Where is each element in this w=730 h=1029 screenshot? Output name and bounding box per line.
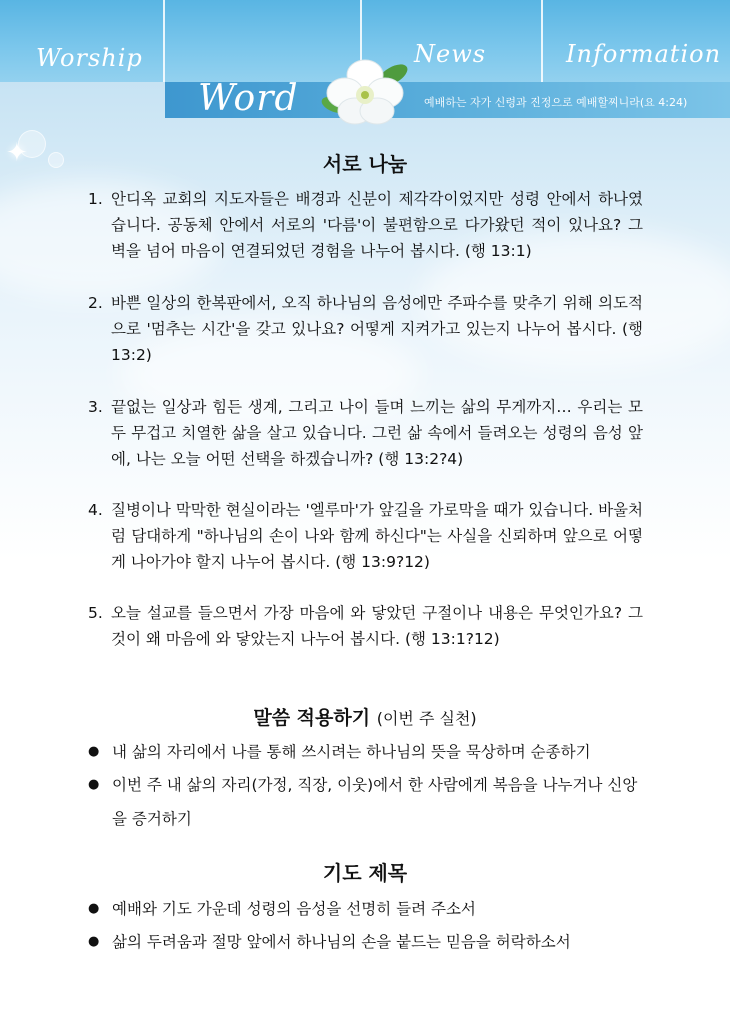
- prayer-item-1: [88, 892, 648, 926]
- sharing-question-5: [88, 600, 643, 652]
- sparkle-icon: ✦: [6, 138, 28, 168]
- sharing-question-2: [88, 290, 643, 368]
- sharing-question-3: [88, 394, 643, 472]
- header-verse: 예배하는 자가 신령과 진정으로 예배할찌니라(요 4:24): [424, 96, 688, 109]
- nav-worship[interactable]: Worship: [36, 44, 143, 72]
- prayer-title: 기도 제목: [322, 861, 408, 885]
- question-number: 4.: [88, 501, 103, 519]
- application-title-text: 말씀 적용하기: [253, 707, 371, 729]
- question-text: 안디옥 교회의 지도자들은 배경과 신분이 제각각이었지만 성령 안에서 하나였습니다. 공동체 안에서 서로의 '다름'이 불편함으로 다가왔던 적이 있나요? 그 벽을 넘어 마음이 연결되었던 경험을 나누어 봅시다. (행 13:1): [111, 190, 643, 260]
- question-text: 오늘 설교를 들으면서 가장 마음에 와 닿았던 구절이나 내용은 무엇인가요? 그것이 왜 마음에 와 닿았는지 나누어 봅시다. (행 13:1?12): [111, 604, 643, 648]
- application-item-1: [88, 735, 648, 769]
- application-subtitle: (이번 주 실천): [376, 709, 477, 728]
- question-text: 질병이나 막막한 현실이라는 '엘루마'가 앞길을 가로막을 때가 있습니다. 바울처럼 담대하게 "하나님의 손이 나와 함께 하신다"는 사실을 신뢰하며 앞으로 어떻게 나아가야 할지 나누어 봅시다. (행 13:9?12): [111, 501, 644, 571]
- bullet-icon: ●: [88, 934, 100, 949]
- sharing-question-4: [88, 497, 643, 575]
- application-item-2: [88, 768, 648, 836]
- nav-word[interactable]: Word: [198, 78, 299, 119]
- question-text: 바쁜 일상의 한복판에서, 오직 하나님의 음성에만 주파수를 맞추기 위해 의도적으로 '멈추는 시간'을 갖고 있나요? 어떻게 지켜가고 있는지 나누어 봅시다. (행 13:2): [111, 294, 643, 364]
- nav-information[interactable]: Information: [566, 40, 722, 68]
- application-title: [0, 703, 730, 730]
- bullet-text: 예배와 기도 가운데 성령의 음성을 선명히 들려 주소서: [112, 900, 476, 918]
- question-text: 끝없는 일상과 힘든 생계, 그리고 나이 들며 느끼는 삶의 무게까지… 우리는 모두 무겁고 치열한 삶을 살고 있습니다. 그런 삶 속에서 들려오는 성령의 음성 앞에, 나는 오늘 어떤 선택을 하겠습니까? (행 13:2?4): [111, 398, 643, 468]
- bullet-icon: ●: [88, 777, 100, 792]
- bullet-text: 이번 주 내 삶의 자리(가정, 직장, 이웃)에서 한 사람에게 복음을 나누거나 신앙을 증거하기: [112, 776, 638, 828]
- nav-news[interactable]: News: [414, 40, 487, 68]
- question-number: 3.: [88, 398, 103, 416]
- bullet-text: 내 삶의 자리에서 나를 통해 쓰시려는 하나님의 뜻을 묵상하며 순종하기: [112, 743, 591, 761]
- bullet-icon: ●: [88, 744, 100, 759]
- bullet-text: 삶의 두려움과 절망 앞에서 하나님의 손을 붙드는 믿음을 허락하소서: [112, 933, 571, 951]
- bullet-icon: ●: [88, 901, 100, 916]
- sharing-question-1: [88, 186, 643, 264]
- sharing-title: 서로 나눔: [322, 152, 408, 176]
- question-number: 5.: [88, 604, 103, 622]
- question-number: 2.: [88, 294, 103, 312]
- prayer-item-2: [88, 925, 648, 959]
- question-number: 1.: [88, 190, 103, 208]
